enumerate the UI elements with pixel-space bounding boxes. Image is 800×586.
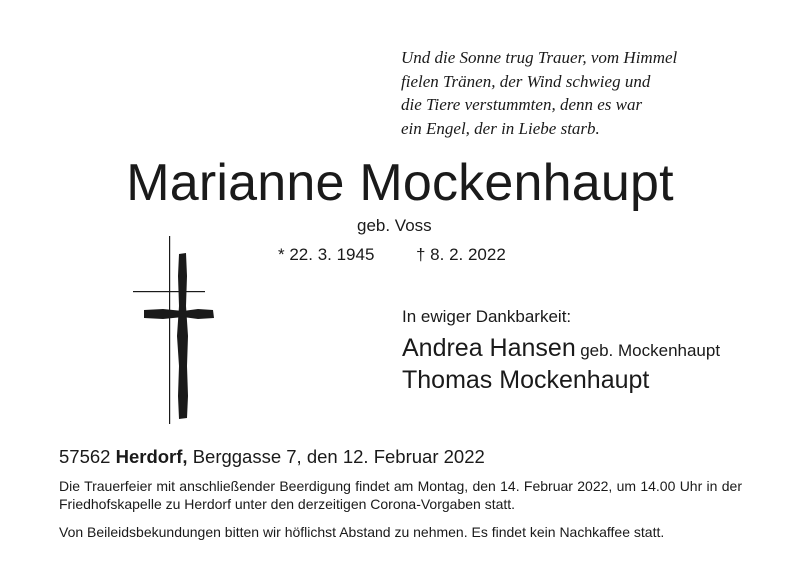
death-date: † 8. 2. 2022 [416, 245, 506, 264]
mourner-second-name: Thomas Mockenhaupt [402, 366, 650, 394]
condolence-notice: Von Beileidsbekundungen bitten wir höflichst Abstand zu nehmen. Es findet kein Nachkaffee statt. [59, 524, 665, 540]
address-line [59, 446, 485, 468]
poem-line: fielen Tränen, der Wind schwieg und [401, 71, 651, 91]
postal-code: 57562 [59, 446, 111, 467]
maiden-name: geb. Voss [357, 216, 432, 235]
poem-line: die Tiere verstummten, denn es war [401, 95, 643, 114]
address-rest: Berggasse 7, den 12. Februar 2022 [192, 446, 485, 467]
deceased-name: Marianne Mockenhaupt [126, 154, 674, 212]
poem-line: ein Engel, der in Liebe starb. [401, 118, 600, 138]
poem [401, 46, 677, 140]
mourner-first-suffix: geb. Mockenhaupt [580, 341, 721, 360]
mourner-first [402, 334, 720, 363]
city: Herdorf, [115, 446, 188, 467]
birth-date: * 22. 3. 1945 [278, 245, 375, 264]
poem-line: Und die Sonne trug Trauer, vom Himmel [401, 48, 678, 67]
thanks-line: In ewiger Dankbarkeit: [402, 307, 572, 326]
cross-icon [133, 236, 223, 426]
mourner-first-name: Andrea Hansen [402, 334, 576, 362]
funeral-notice: Die Trauerfeier mit anschließender Beerdigung findet am Montag, den 14. Februar 2022, um 14.00 Uhr in der Friedhofskapelle zu Herdorf unter den derzeitigen Corona-Vorgaben statt. [59, 478, 742, 512]
